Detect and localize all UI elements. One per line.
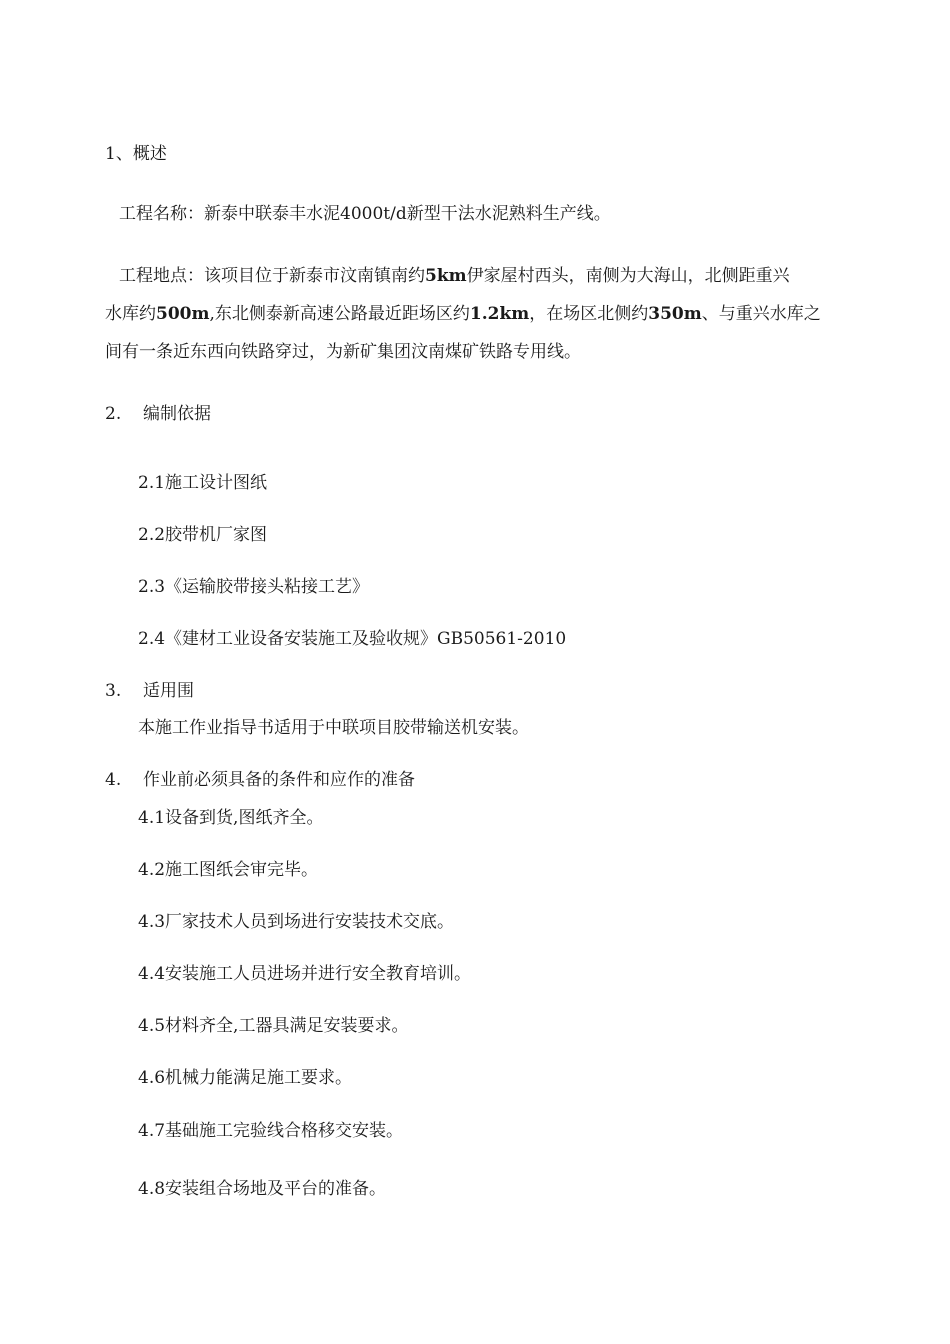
section-2-item-4: 2.4《建材工业设备安装施工及验收规》GB50561-2010 <box>138 629 567 649</box>
section-4-item-1: 4.1设备到货,图纸齐全。 <box>138 808 324 828</box>
section-2-item-3: 2.3《运输胶带接头粘接工艺》 <box>138 577 370 597</box>
section-3-heading: 适用围 <box>143 681 194 701</box>
section-2-heading: 编制依据 <box>143 404 211 424</box>
section-3-body: 本施工作业指导书适用于中联项目胶带输送机安装。 <box>138 718 529 738</box>
location-text-4: ,东北侧泰新高速公路最近距场区约 <box>209 304 470 324</box>
location-line-3: 间有一条近东西向铁路穿过，为新矿集团汶南煤矿铁路专用线。 <box>105 342 581 362</box>
project-name-line: 工程名称：新泰中联泰丰水泥4000t/d新型干法水泥熟料生产线。 <box>119 204 611 224</box>
section-4-item-4: 4.4安装施工人员进场并进行安全教育培训。 <box>138 964 472 984</box>
section-4-number: 4. <box>105 770 122 790</box>
section-2-item-1: 2.1施工设计图纸 <box>138 473 268 493</box>
section-2-number: 2. <box>105 404 122 424</box>
section-4-item-7: 4.7基础施工完验线合格移交安装。 <box>138 1121 404 1141</box>
section-4-item-3: 4.3厂家技术人员到场进行安装技术交底。 <box>138 912 455 932</box>
location-distance-350m: 350m <box>648 304 702 324</box>
location-text-2: 伊家屋村西头，南侧为大海山，北侧距重兴 <box>466 266 790 286</box>
section-3-number: 3. <box>105 681 122 701</box>
location-text-3: 水库约 <box>105 304 156 324</box>
location-distance-500m: 500m <box>156 304 210 324</box>
location-line-1 <box>119 266 790 286</box>
section-3-heading-row <box>105 681 194 701</box>
location-text-6: 、与重兴水库之 <box>701 304 821 324</box>
section-4-item-8: 4.8安装组合场地及平台的准备。 <box>138 1179 387 1199</box>
section-2-item-2: 2.2胶带机厂家图 <box>138 525 268 545</box>
location-line-2 <box>105 304 821 324</box>
location-text-5: ，在场区北侧约 <box>529 304 649 324</box>
section-1-heading: 1、概述 <box>105 144 167 164</box>
location-distance-1-2km: 1.2km <box>469 304 530 324</box>
section-4-item-5: 4.5材料齐全,工器具满足安装要求。 <box>138 1016 409 1036</box>
location-distance-5km: 5km <box>425 266 467 286</box>
section-2-heading-row <box>105 404 211 424</box>
location-text-1: 工程地点：该项目位于新泰市汶南镇南约 <box>119 266 425 286</box>
section-4-item-2: 4.2施工图纸会审完毕。 <box>138 860 319 880</box>
section-4-item-6: 4.6机械力能满足施工要求。 <box>138 1068 353 1088</box>
section-4-heading-row <box>105 770 415 790</box>
section-4-heading: 作业前必须具备的条件和应作的准备 <box>143 770 415 790</box>
